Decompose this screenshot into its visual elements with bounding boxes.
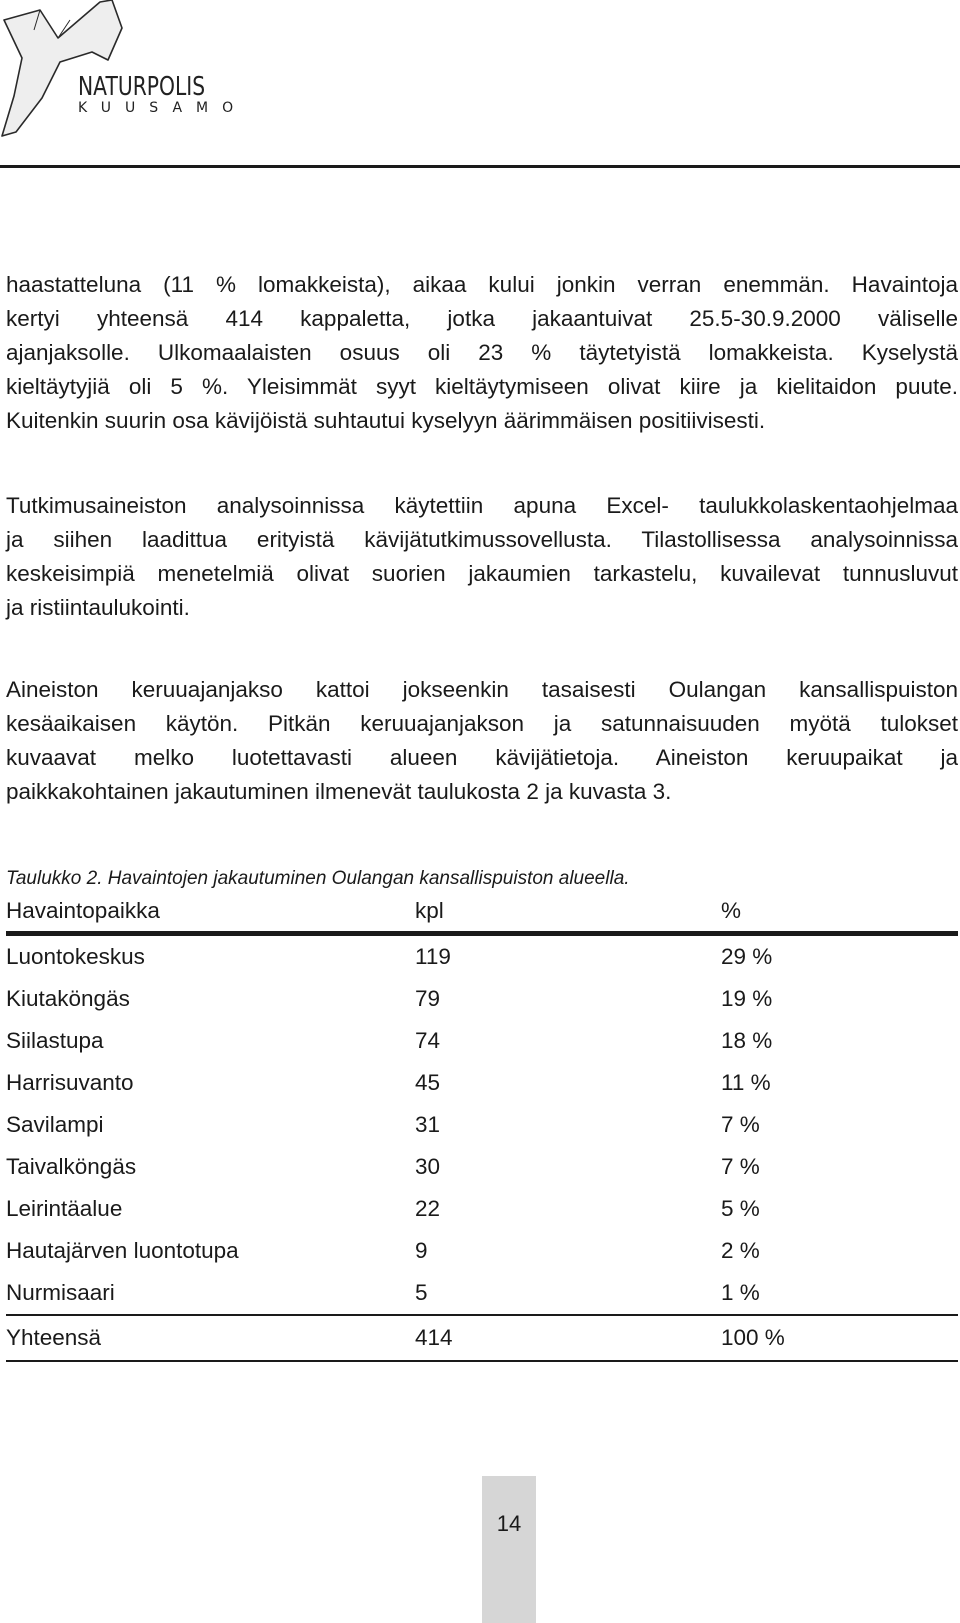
table-total-row [6, 1315, 958, 1361]
cell-count: 119 [415, 944, 451, 969]
table-row [6, 1104, 958, 1146]
paragraph-2 [6, 489, 958, 625]
text-line: ajanjaksolle. Ulkomaalaisten osuus oli 23 % täytetyistä lomakkeista. Kyselystä [6, 340, 958, 365]
text-line: kertyi yhteensä 414 kappaletta, jotka jakaantuivat 25.5-30.9.2000 väliselle [6, 306, 958, 331]
cell-total-percent: 100 % [721, 1315, 958, 1361]
column-header-place: Havaintopaikka [6, 891, 415, 934]
table-row [6, 934, 958, 979]
table-row [6, 978, 958, 1020]
table-row [6, 1230, 958, 1272]
cell-percent: 29 % [721, 944, 773, 969]
cell-count: 74 [415, 1028, 441, 1053]
observation-table [6, 891, 958, 1362]
cell-percent: 11 % [721, 1070, 771, 1095]
text-line: Kuitenkin suurin osa kävijöistä suhtautui kyselyyn äärimmäisen positiivisesti. [6, 408, 766, 433]
table-header-row [6, 891, 958, 934]
cell-count: 79 [415, 986, 441, 1011]
cell-count: 22 [415, 1196, 441, 1221]
cell-count: 30 [415, 1154, 441, 1179]
cell-count: 9 [415, 1238, 428, 1263]
cell-place: Hautajärven luontotupa [6, 1238, 239, 1263]
cell-place: Kiutaköngäs [6, 986, 130, 1011]
table-row [6, 1062, 958, 1104]
column-header-percent: % [721, 891, 958, 934]
cell-percent: 7 % [721, 1112, 760, 1137]
cell-place: Leirintäalue [6, 1196, 123, 1221]
paragraph-1 [6, 268, 958, 438]
cell-total-label: Yhteensä [6, 1315, 415, 1361]
text-line: kuvaavat melko luotettavasti alueen kävijätietoja. Aineiston keruupaikat ja [6, 745, 958, 770]
table-row [6, 1146, 958, 1188]
cell-place: Taivalköngäs [6, 1154, 137, 1179]
cell-percent: 5 % [721, 1196, 760, 1221]
cell-place: Savilampi [6, 1112, 104, 1137]
text-line: ja siihen laadittua erityistä kävijätutkimussovellusta. Tilastollisessa analysoinnissa [6, 527, 958, 552]
text-line: paikkakohtainen jakautuminen ilmenevät taulukosta 2 ja kuvasta 3. [6, 779, 672, 804]
cell-percent: 18 % [721, 1028, 773, 1053]
cell-count: 45 [415, 1070, 441, 1095]
paragraph-3 [6, 673, 958, 809]
text-line: keskeisimpiä menetelmiä olivat suorien jakaumien tarkastelu, kuvailevat tunnusluvut [6, 561, 958, 586]
text-line: kesäaikaisen käytön. Pitkän keruuajanjakson ja satunnaisuuden myötä tulokset [6, 711, 958, 736]
table-row [6, 1020, 958, 1062]
table-caption: Taulukko 2. Havaintojen jakautuminen Oulangan kansallispuiston alueella. [6, 868, 630, 889]
text-line: Aineiston keruuajanjakso kattoi jokseenkin tasaisesti Oulangan kansallispuiston [6, 677, 958, 702]
text-line: ja ristiintaulukointi. [6, 595, 190, 620]
page-number: 14 [496, 1511, 522, 1536]
cell-percent: 19 % [721, 986, 773, 1011]
cell-percent: 7 % [721, 1154, 760, 1179]
cell-total-count: 414 [415, 1315, 721, 1361]
text-line: haastatteluna (11 % lomakkeista), aikaa kului jonkin verran enemmän. Havaintoja [6, 272, 958, 297]
cell-place: Nurmisaari [6, 1280, 115, 1305]
cell-percent: 1 % [721, 1280, 760, 1305]
header-rule [0, 165, 960, 168]
column-header-count: kpl [415, 891, 721, 934]
table-row [6, 1188, 958, 1230]
table-row [6, 1272, 958, 1315]
cell-count: 5 [415, 1280, 428, 1305]
cell-count: 31 [415, 1112, 441, 1137]
naturpolis-logo [0, 0, 248, 145]
logo-name: NATURPOLIS [78, 72, 206, 102]
cell-place: Luontokeskus [6, 944, 145, 969]
cell-percent: 2 % [721, 1238, 760, 1263]
logo-subtitle: KUUSAMO [78, 100, 248, 116]
cell-place: Harrisuvanto [6, 1070, 134, 1095]
page-number-tab [482, 1476, 536, 1623]
text-line: Tutkimusaineiston analysoinnissa käytettiin apuna Excel- taulukkolaskentaohjelmaa [6, 493, 958, 518]
text-line: kieltäytyjiä oli 5 %. Yleisimmät syyt kieltäytymiseen olivat kiire ja kielitaidon puute. [6, 374, 958, 399]
cell-place: Siilastupa [6, 1028, 104, 1053]
